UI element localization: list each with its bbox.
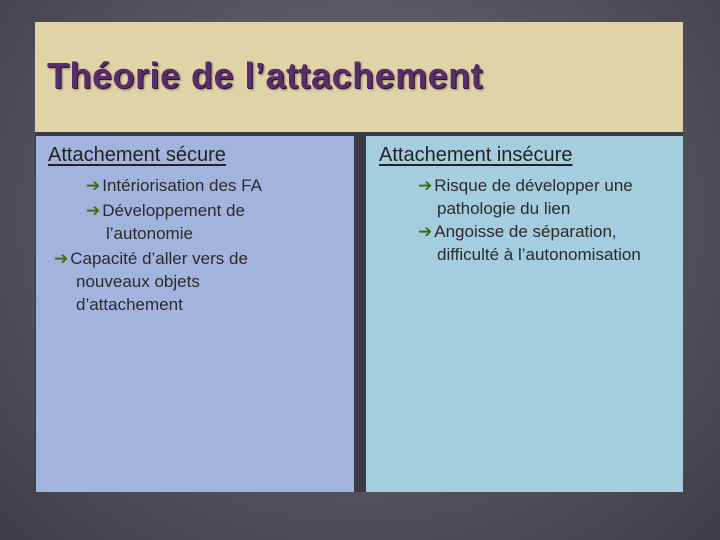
arrow-right-icon: ➔ (418, 176, 433, 195)
left-column-list (36, 174, 354, 316)
list-item-text: Risque de développer une (434, 176, 633, 195)
arrow-right-icon: ➔ (54, 249, 69, 268)
list-item (36, 174, 354, 197)
list-item (36, 199, 354, 245)
list-item-text-continued: pathologie du lien (437, 199, 571, 218)
arrow-right-icon: ➔ (418, 222, 433, 241)
list-item (36, 247, 354, 316)
list-item-text-continued: difficulté à l’autonomisation (437, 245, 641, 264)
right-column-list (366, 174, 683, 266)
list-item-text: Développement de (102, 201, 245, 220)
left-column-panel (36, 136, 354, 492)
slide-title: Théorie de l’attachement (47, 55, 484, 96)
list-item (366, 220, 683, 266)
list-item-text: Angoisse de séparation, (434, 222, 617, 241)
list-item-text: Intériorisation des FA (102, 176, 262, 195)
list-item-text: Capacité d’aller vers de (70, 249, 248, 268)
arrow-right-icon: ➔ (86, 176, 101, 195)
right-column-heading: Attachement insécure (379, 144, 573, 166)
list-item-text-continued: nouveaux objets (76, 272, 200, 291)
left-column-heading: Attachement sécure (48, 144, 226, 166)
arrow-right-icon: ➔ (86, 201, 101, 220)
list-item-text-continued: l’autonomie (106, 224, 193, 243)
right-column-panel (366, 136, 683, 492)
list-item-text-continued: d’attachement (76, 295, 183, 314)
list-item (366, 174, 683, 220)
